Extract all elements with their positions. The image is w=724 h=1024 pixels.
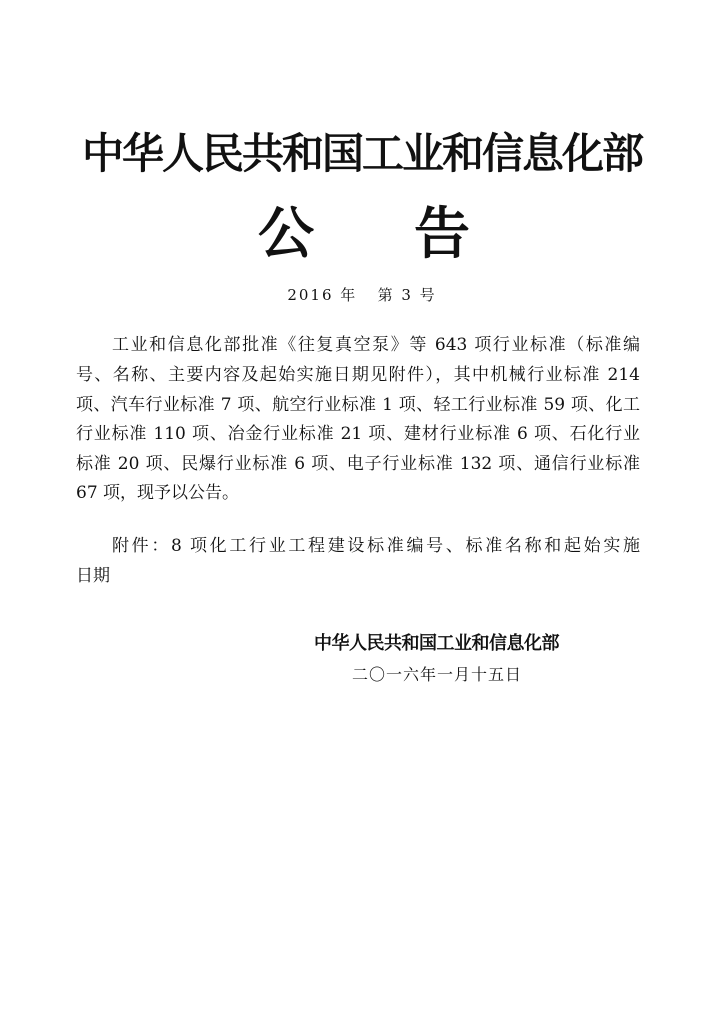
signature-date: 二〇一六年一月十五日 <box>352 665 523 684</box>
notice-title-left: 公 <box>258 202 314 267</box>
paragraph-line: 标准 20 项、民爆行业标准 6 项、电子行业标准 132 项、通信行业标准 <box>76 454 640 474</box>
issue-number: 2016 年 第 3 号 <box>287 286 437 304</box>
paragraph-line: 号、名称、主要内容及起始实施日期见附件），其中机械行业标准 214 <box>76 365 640 385</box>
paragraph-line: 行业标准 110 项、冶金行业标准 21 项、建材行业标准 6 项、石化行业 <box>76 424 640 444</box>
paragraph-line: 项、汽车行业标准 7 项、航空行业标准 1 项、轻工行业标准 59 项、化工 <box>76 395 640 415</box>
notice-title-right: 告 <box>414 202 470 267</box>
paragraph-line: 工业和信息化部批准《往复真空泵》等 643 项行业标准（标准编 <box>112 335 640 355</box>
ministry-title: 中华人民共和国工业和信息化部 <box>81 129 642 178</box>
attachment-line: 附件：8 项化工行业工程建设标准编号、标准名称和起始实施 <box>112 536 640 556</box>
paragraph-line: 67 项，现予以公告。 <box>76 483 240 503</box>
signature-organization: 中华人民共和国工业和信息化部 <box>314 633 559 654</box>
attachment-line: 日期 <box>76 566 110 586</box>
